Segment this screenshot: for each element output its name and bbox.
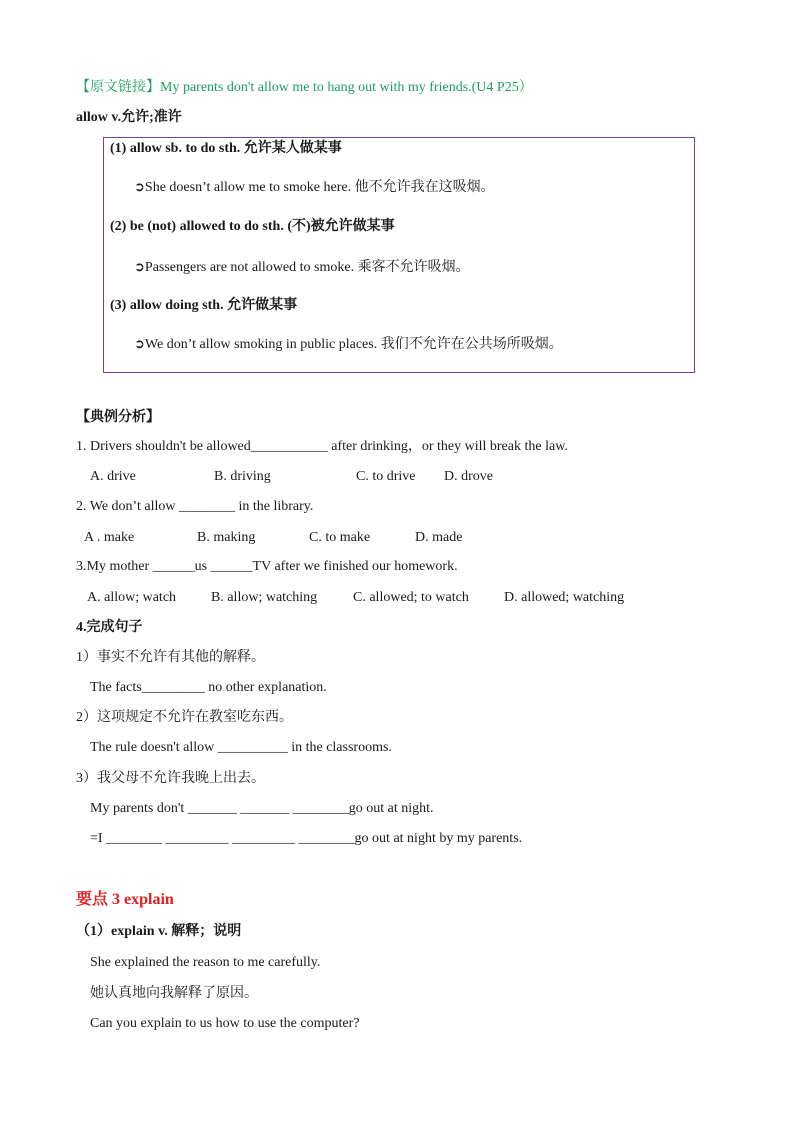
q3-option-b: B. allow; watching <box>211 590 318 605</box>
complete-line-6: My parents don't _______ _______ ________go out at night. <box>90 801 434 816</box>
complete-line-3: 2）这项规定不允许在教室吃东西。 <box>76 710 293 725</box>
usage-rule-1: (1) allow sb. to do sth. 允许某人做某事 <box>110 141 342 156</box>
complete-line-2: The facts_________ no other explanation. <box>90 680 327 695</box>
complete-line-7: =I ________ _________ _________ ________go out at night by my parents. <box>90 831 523 846</box>
q2-option-b: B. making <box>197 530 256 545</box>
complete-line-5: 3）我父母不允许我晚上出去。 <box>76 771 265 786</box>
complete-line-4: The rule doesn't allow __________ in the classrooms. <box>90 740 392 755</box>
question-1-stem: 1. Drivers shouldn't be allowed___________ after drinking，or they will break the law. <box>76 439 568 454</box>
examples-title: 【典例分析】 <box>76 410 160 425</box>
complete-title: 4.完成句子 <box>76 620 143 635</box>
q2-option-d: D. made <box>415 530 463 545</box>
original-link <box>76 79 533 97</box>
point3-title: 要点 3 explain <box>76 891 174 908</box>
usage-rule-3: (3) allow doing sth. 允许做某事 <box>110 298 298 313</box>
point3-line-3: Can you explain to us how to use the computer? <box>90 1016 360 1031</box>
q2-option-a: A . make <box>84 530 135 545</box>
question-3-stem: 3.My mother ______us ______TV after we finished our homework. <box>76 559 458 574</box>
complete-line-1: 1）事实不允许有其他的解释。 <box>76 650 265 665</box>
usage-rule-2: (2) be (not) allowed to do sth. (不)被允许做某事 <box>110 219 395 234</box>
q3-option-a: A. allow; watch <box>87 590 177 605</box>
link-bracket: 【原文链接】 <box>76 80 160 95</box>
q1-option-d: D. drove <box>444 469 493 484</box>
arrow-icon: ➲ <box>134 259 145 274</box>
usage-example-2: ➲Passengers are not allowed to smoke. 乘客不允许吸烟。 <box>134 259 470 275</box>
q1-option-c: C. to drive <box>356 469 416 484</box>
usage-example-3: ➲We don’t allow smoking in public places. 我们不允许在公共场所吸烟。 <box>134 336 563 352</box>
q1-option-b: B. driving <box>214 469 271 484</box>
point3-definition: （1）explain v. 解释；说明 <box>76 924 242 939</box>
q1-option-a: A. drive <box>90 469 136 484</box>
q3-option-c: C. allowed; to watch <box>353 590 469 605</box>
q2-option-c: C. to make <box>309 530 371 545</box>
question-2-stem: 2. We don’t allow ________ in the library. <box>76 499 314 514</box>
q3-option-d: D. allowed; watching <box>504 590 625 605</box>
usage-example-1: ➲She doesn’t allow me to smoke here. 他不允许我在这吸烟。 <box>134 179 495 195</box>
link-text: My parents don't allow me to hang out with my friends.(U4 P25） <box>160 80 533 95</box>
allow-heading: allow v.允许;准许 <box>76 110 182 125</box>
arrow-icon: ➲ <box>134 179 145 194</box>
point3-line-2: 她认真地向我解释了原因。 <box>90 986 258 1001</box>
arrow-icon: ➲ <box>134 336 145 351</box>
point3-line-1: She explained the reason to me carefully. <box>90 955 321 970</box>
